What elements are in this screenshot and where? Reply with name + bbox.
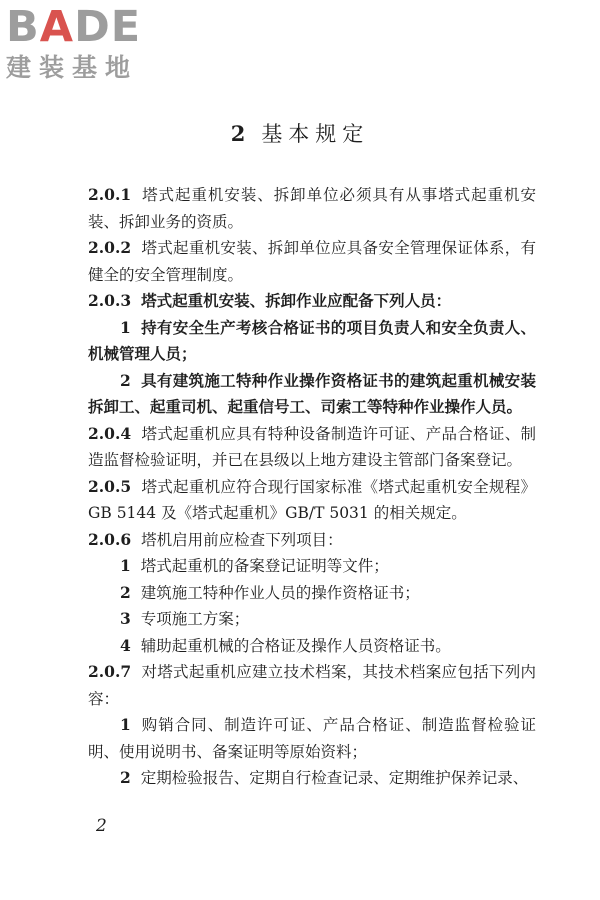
- clause-text: 塔机启用前应检查下列项目：: [141, 530, 343, 549]
- item-text: 购销合同、制造许可证、产品合格证、制造监督检验证明、使用说明书、备案证明等原始资料；: [88, 716, 536, 761]
- item-number: 3: [120, 609, 131, 628]
- chapter-title-text: 基本规定: [261, 122, 370, 146]
- item-number: 2: [120, 582, 131, 602]
- item-text: 具有建筑施工特种作业操作资格证书的建筑起重机械安装拆卸工、起重司机、起重信号工、司索工等特种作业操作人员。: [88, 370, 536, 416]
- item-text: 专项施工方案；: [140, 610, 250, 628]
- item-text: 辅助起重机械的合格证及操作人员资格证书。: [140, 636, 451, 655]
- clause-2-0-6: [88, 527, 536, 554]
- clause-number: 2.0.7: [88, 662, 132, 681]
- clause-2-0-6-item-3: [88, 606, 536, 633]
- item-number: 4: [120, 635, 131, 655]
- page-number: 2: [96, 816, 107, 836]
- clause-2-0-1: [88, 182, 536, 235]
- clause-2-0-3-item-1: [88, 315, 536, 368]
- item-text: 建筑施工特种作业人员的操作资格证书；: [140, 583, 420, 602]
- item-text: 定期检验报告、定期自行检查记录、定期维护保养记录、: [140, 769, 529, 787]
- clause-2-0-6-item-1: [88, 553, 536, 580]
- clause-2-0-7-item-1: [88, 712, 536, 765]
- clause-text: 塔式起重机安装、拆卸单位应具备安全管理保证体系，有健全的安全管理制度。: [88, 239, 536, 284]
- chapter-title: [0, 118, 600, 148]
- clause-number: 2.0.1: [88, 185, 132, 204]
- document-body: [88, 182, 536, 792]
- clause-text: 塔式起重机安装、拆卸作业应配备下列人员：: [141, 291, 452, 310]
- item-number: 1: [120, 556, 131, 575]
- clause-2-0-3: [88, 288, 536, 315]
- clause-2-0-3-item-2: [88, 368, 536, 421]
- clause-2-0-6-item-2: [88, 580, 536, 607]
- clause-text: 塔式起重机应具有特种设备制造许可证、产品合格证、制造监督检验证明，并已在县级以上地方建设主管部门备案登记。: [88, 424, 536, 469]
- item-text: 持有安全生产考核合格证书的项目负责人和安全负责人、机械管理人员；: [88, 317, 536, 363]
- clause-2-0-2: [88, 235, 536, 288]
- clause-2-0-5: [88, 474, 536, 527]
- logo-wordmark: BADE: [6, 2, 142, 52]
- clause-2-0-7: [88, 659, 536, 712]
- clause-2-0-7-item-2: [88, 765, 536, 792]
- clause-2-0-4: [88, 421, 536, 474]
- clause-number: 2.0.3: [88, 291, 132, 310]
- item-text: 塔式起重机的备案登记证明等文件；: [140, 557, 389, 575]
- item-number: 1: [120, 715, 131, 734]
- clause-text: 塔式起重机应符合现行国家标准《塔式起重机安全规程》GB 5144 及《塔式起重机》GB/T 5031 的相关规定。: [88, 477, 536, 522]
- clause-2-0-6-item-4: [88, 633, 536, 660]
- clause-number: 2.0.6: [88, 529, 132, 549]
- item-number: 2: [120, 768, 131, 787]
- clause-number: 2.0.2: [88, 238, 132, 257]
- item-number: 1: [120, 317, 131, 337]
- bade-logo: [6, 4, 176, 84]
- clause-text: 对塔式起重机应建立技术档案，其技术档案应包括下列内容：: [88, 663, 536, 708]
- clause-number: 2.0.4: [88, 423, 132, 443]
- item-number: 2: [120, 370, 131, 390]
- clause-text: 塔式起重机安装、拆卸单位必须具有从事塔式起重机安装、拆卸业务的资质。: [88, 186, 536, 231]
- clause-number: 2.0.5: [88, 476, 132, 496]
- logo-subtitle: 建装基地: [6, 53, 139, 82]
- chapter-number: 2: [230, 121, 252, 146]
